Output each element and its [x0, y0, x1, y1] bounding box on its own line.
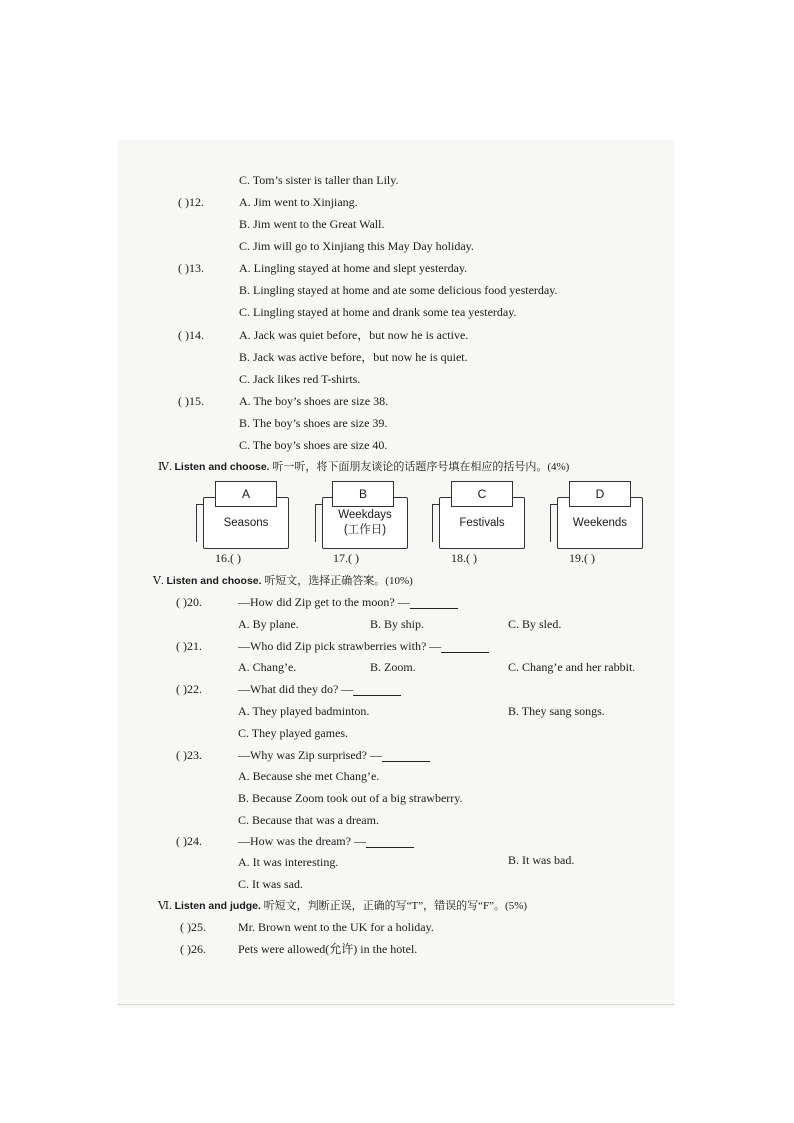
- q14-option-a: A. Jack was quiet before，but now he is active.: [239, 328, 469, 342]
- section-5-heading: [153, 574, 413, 588]
- q14-answer-bracket[interactable]: ( )14.: [178, 328, 204, 342]
- section-4-instructions: 听一听，将下面朋友谈论的话题序号填在相应的括号内。(4%): [269, 461, 570, 473]
- q14-option-c: C. Jack likes red T-shirts.: [239, 372, 361, 386]
- q22-option-a: A. They played badminton.: [238, 704, 370, 718]
- section-5-instructions: 听短文，选择正确答案。(10%): [261, 575, 413, 587]
- q26-answer-bracket[interactable]: ( )26.: [180, 942, 206, 956]
- q14-option-b: B. Jack was active before，but now he is quiet.: [239, 350, 468, 364]
- section-5-title: Listen and choose.: [166, 575, 262, 587]
- q21-question: —Who did Zip pick strawberries with? —: [238, 639, 489, 653]
- q26-statement: Pets were allowed(允许) in the hotel.: [238, 942, 418, 956]
- q19-answer-bracket[interactable]: 19.( ): [569, 551, 595, 565]
- q12-answer-bracket[interactable]: ( )12.: [178, 195, 204, 209]
- q11-option-c: C. Tom’s sister is taller than Lily.: [239, 173, 399, 187]
- section-5-roman: Ⅴ.: [153, 575, 164, 587]
- q23-blank[interactable]: [382, 749, 430, 762]
- topic-card-b-letter: B: [332, 481, 394, 507]
- q22-question: —What did they do? —: [238, 682, 401, 696]
- q20-answer-bracket[interactable]: ( )20.: [176, 595, 202, 609]
- q20-option-a: A. By plane.: [238, 617, 299, 631]
- section-4-title: Listen and choose.: [174, 461, 270, 473]
- topic-card-d-letter: D: [569, 481, 631, 507]
- q15-answer-bracket[interactable]: ( )15.: [178, 394, 204, 408]
- q21-option-a: A. Chang’e.: [238, 660, 297, 674]
- q25-statement: Mr. Brown went to the UK for a holiday.: [238, 920, 434, 934]
- topic-card-a-letter: A: [215, 481, 277, 507]
- q20-option-c: C. By sled.: [508, 617, 562, 631]
- section-6-roman: Ⅵ.: [158, 900, 172, 912]
- q16-answer-bracket[interactable]: 16.( ): [215, 551, 241, 565]
- q13-answer-bracket[interactable]: ( )13.: [178, 261, 204, 275]
- q24-option-a: A. It was interesting.: [238, 855, 339, 869]
- section-6-title: Listen and judge.: [174, 900, 261, 912]
- q23-question: —Why was Zip surprised? —: [238, 748, 430, 762]
- section-6-instructions: 听短文，判断正误，正确的写“T”，错误的写“F”。(5%): [260, 900, 528, 912]
- q22-option-b: B. They sang songs.: [508, 704, 605, 718]
- q20-option-b: B. By ship.: [370, 617, 425, 631]
- q21-option-c: C. Chang’e and her rabbit.: [508, 660, 636, 674]
- q25-answer-bracket[interactable]: ( )25.: [180, 920, 206, 934]
- topic-card-d-label: Weekends: [572, 516, 628, 529]
- topic-card-b-label: Weekdays: [338, 509, 392, 521]
- q23-option-a: A. Because she met Chang’e.: [238, 769, 380, 783]
- q13-option-c: C. Lingling stayed at home and drank some tea yesterday.: [239, 305, 517, 319]
- q13-option-a: A. Lingling stayed at home and slept yesterday.: [239, 261, 468, 275]
- q21-blank[interactable]: [441, 640, 489, 653]
- sheet-bottom-edge: [118, 1004, 674, 1005]
- q15-option-c: C. The boy’s shoes are size 40.: [239, 438, 388, 452]
- q22-blank[interactable]: [353, 683, 401, 696]
- topic-card-a-label: Seasons: [223, 516, 269, 529]
- q20-blank[interactable]: [410, 596, 458, 609]
- q23-answer-bracket[interactable]: ( )23.: [176, 748, 202, 762]
- q24-option-c: C. It was sad.: [238, 877, 303, 891]
- topic-card-c-label: Festivals: [459, 516, 505, 529]
- q22-option-c: C. They played games.: [238, 726, 349, 740]
- section-4-heading: [158, 460, 569, 474]
- section-4-roman: Ⅳ.: [158, 461, 172, 473]
- q12-option-b: B. Jim went to the Great Wall.: [239, 217, 385, 231]
- section-6-heading: [158, 899, 527, 913]
- q12-option-c: C. Jim will go to Xinjiang this May Day holiday.: [239, 239, 474, 253]
- q24-option-b: B. It was bad.: [508, 853, 575, 867]
- q13-option-b: B. Lingling stayed at home and ate some delicious food yesterday.: [239, 283, 558, 297]
- q20-question: —How did Zip get to the moon? —: [238, 595, 458, 609]
- q24-question: —How was the dream? —: [238, 834, 414, 848]
- q17-answer-bracket[interactable]: 17.( ): [333, 551, 359, 565]
- q22-answer-bracket[interactable]: ( )22.: [176, 682, 202, 696]
- q21-option-b: B. Zoom.: [370, 660, 416, 674]
- q12-option-a: A. Jim went to Xinjiang.: [239, 195, 358, 209]
- q15-option-b: B. The boy’s shoes are size 39.: [239, 416, 388, 430]
- q15-option-a: A. The boy’s shoes are size 38.: [239, 394, 389, 408]
- topic-card-b-note: (工作日): [343, 524, 387, 536]
- q21-answer-bracket[interactable]: ( )21.: [176, 639, 202, 653]
- topic-card-c-letter: C: [451, 481, 513, 507]
- q18-answer-bracket[interactable]: 18.( ): [451, 551, 477, 565]
- q23-option-c: C. Because that was a dream.: [238, 813, 379, 827]
- q24-answer-bracket[interactable]: ( )24.: [176, 834, 202, 848]
- q24-blank[interactable]: [366, 835, 414, 848]
- q23-option-b: B. Because Zoom took out of a big strawberry.: [238, 791, 463, 805]
